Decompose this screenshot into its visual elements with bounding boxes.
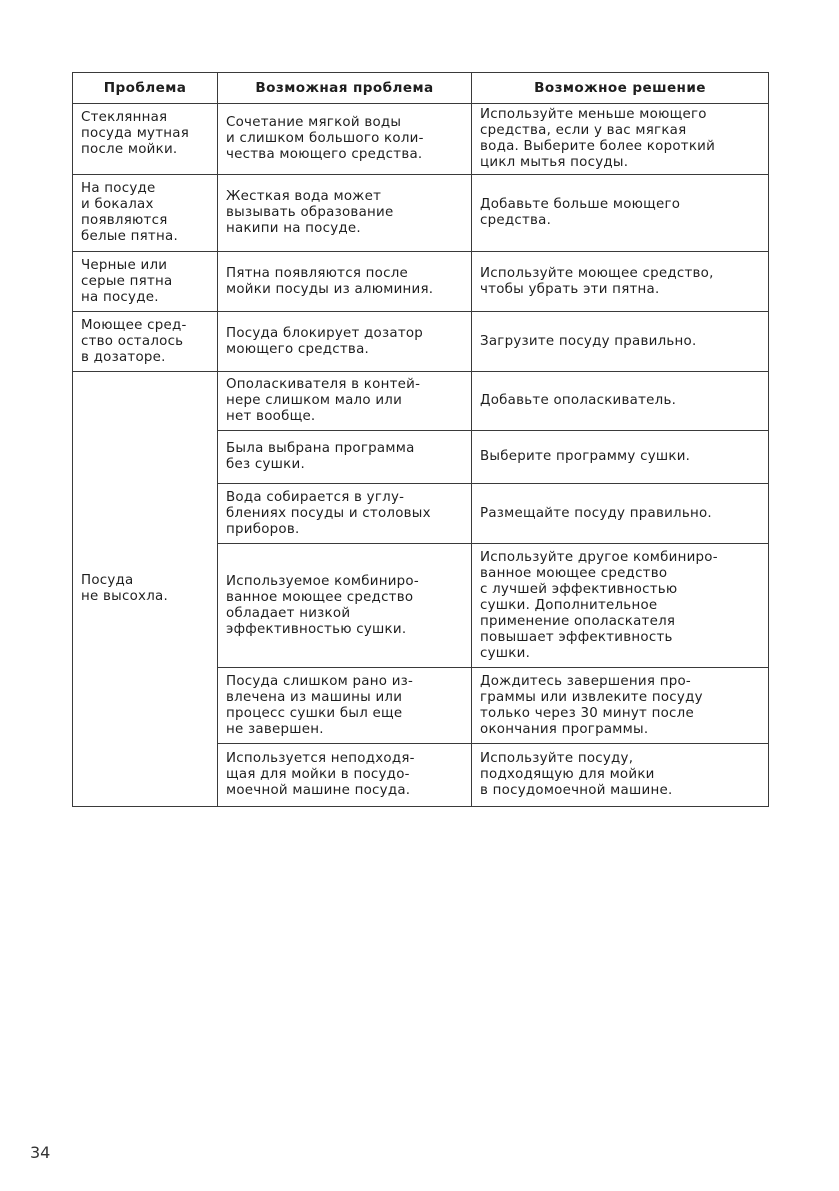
cause-cell: Посуда слишком рано из- влечена из машины или процесс сушки был еще не завершен. [218, 668, 472, 744]
table-header-row [73, 73, 769, 104]
problem-cell: На посуде и бокалах появляются белые пятна. [73, 175, 218, 252]
header-possible-solution: Возможное решение [472, 73, 769, 104]
solution-cell: Используйте посуду, подходящую для мойки в посудомоечной машине. [472, 744, 769, 807]
page-number: 34 [30, 1143, 51, 1162]
solution-cell: Добавьте ополаскиватель. [472, 372, 769, 431]
problem-cell: Стеклянная посуда мутная после мойки. [73, 104, 218, 175]
solution-cell: Выберите программу сушки. [472, 431, 769, 484]
cause-cell: Жесткая вода может вызывать образование накипи на посуде. [218, 175, 472, 252]
table-row [73, 104, 769, 175]
solution-cell: Дождитесь завершения про- граммы или извлеките посуду только через 30 минут после окончания программы. [472, 668, 769, 744]
cause-cell: Используется неподходя- щая для мойки в посудо- моечной машине посуда. [218, 744, 472, 807]
cause-cell: Сочетание мягкой воды и слишком большого коли- чества моющего средства. [218, 104, 472, 175]
solution-cell: Добавьте больше моющего средства. [472, 175, 769, 252]
problem-cell-not-dry: Посуда не высохла. [73, 372, 218, 807]
solution-cell: Размещайте посуду правильно. [472, 484, 769, 544]
problem-cell: Моющее сред- ство осталось в дозаторе. [73, 312, 218, 372]
table-row [73, 312, 769, 372]
cause-cell: Ополаскивателя в контей- нере слишком мало или нет вообще. [218, 372, 472, 431]
cause-cell: Используемое комбиниро- ванное моющее средство обладает низкой эффективностью сушки. [218, 544, 472, 668]
solution-cell: Загрузите посуду правильно. [472, 312, 769, 372]
table-row [73, 252, 769, 312]
cause-cell: Вода собирается в углу- блениях посуды и столовых приборов. [218, 484, 472, 544]
header-problem: Проблема [73, 73, 218, 104]
cause-cell: Пятна появляются после мойки посуды из алюминия. [218, 252, 472, 312]
table-row [73, 175, 769, 252]
header-possible-cause: Возможная проблема [218, 73, 472, 104]
cause-cell: Была выбрана программа без сушки. [218, 431, 472, 484]
solution-cell: Используйте другое комбиниро- ванное моющее средство с лучшей эффективностью сушки. Дополнительное применение ополаскателя повышает эффективность сушки. [472, 544, 769, 668]
solution-cell: Используйте меньше моющего средства, если у вас мягкая вода. Выберите более короткий цикл мытья посуды. [472, 104, 769, 175]
cause-cell: Посуда блокирует дозатор моющего средства. [218, 312, 472, 372]
solution-cell: Используйте моющее средство, чтобы убрать эти пятна. [472, 252, 769, 312]
troubleshooting-table [72, 72, 769, 807]
problem-cell: Черные или серые пятна на посуде. [73, 252, 218, 312]
table-row [73, 372, 769, 431]
